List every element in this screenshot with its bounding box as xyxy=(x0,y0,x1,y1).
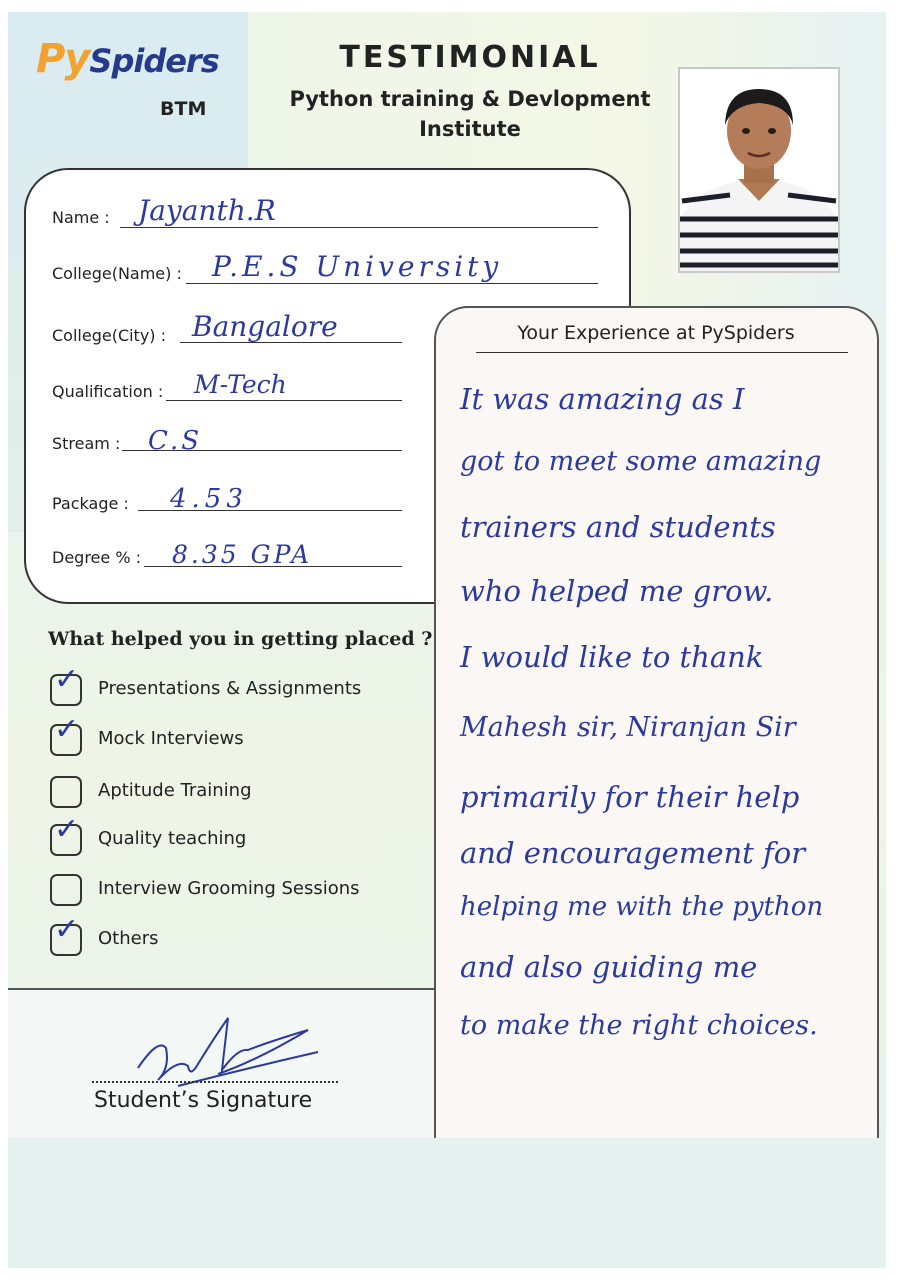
experience-line: who helped me grow. xyxy=(460,574,774,608)
signature-area xyxy=(8,988,434,1138)
experience-line: primarily for their help xyxy=(460,780,800,814)
checkmark-icon: ✓ xyxy=(54,662,80,697)
name-label: Name : xyxy=(52,208,110,227)
student-photo xyxy=(678,67,840,273)
name-line xyxy=(120,227,598,228)
experience-card xyxy=(434,306,879,1138)
experience-line: helping me with the python xyxy=(460,892,824,922)
name-value[interactable]: Jayanth.R xyxy=(138,194,276,227)
experience-line: and also guiding me xyxy=(460,950,758,984)
experience-line: Mahesh sir, Niranjan Sir xyxy=(460,712,796,743)
logo-py: Py xyxy=(36,36,90,82)
option-label: Interview Grooming Sessions xyxy=(98,878,360,899)
page-title: TESTIMONIAL xyxy=(339,40,601,75)
experience-line: to make the right choices. xyxy=(460,1010,818,1041)
checkbox[interactable] xyxy=(50,874,82,906)
qualification-label: Qualification : xyxy=(52,382,164,401)
checkmark-icon: ✓ xyxy=(54,712,80,747)
experience-title-rule xyxy=(476,352,848,353)
placement-question: What helped you in getting placed ? xyxy=(48,628,433,650)
background-band xyxy=(8,1122,886,1268)
package-value[interactable]: 4.53 xyxy=(170,484,248,514)
degree-value[interactable]: 8.35 GPA xyxy=(172,540,313,569)
college-city-value[interactable]: Bangalore xyxy=(192,310,338,343)
option-label: Others xyxy=(98,928,159,949)
degree-label: Degree % : xyxy=(52,548,141,567)
college-name-value[interactable]: P.E.S University xyxy=(212,250,503,283)
experience-line: got to meet some amazing xyxy=(460,446,822,477)
experience-line: and encouragement for xyxy=(460,836,806,870)
experience-title: Your Experience at PySpiders xyxy=(517,322,795,344)
qualification-value[interactable]: M-Tech xyxy=(194,370,287,399)
stream-label: Stream : xyxy=(52,434,121,453)
pyspiders-logo xyxy=(36,36,219,82)
experience-line: trainers and students xyxy=(460,510,776,544)
qualification-line xyxy=(166,400,402,401)
branch-label: BTM xyxy=(160,98,207,120)
option-label: Mock Interviews xyxy=(98,728,244,749)
signature-label: Student’s Signature xyxy=(94,1088,313,1113)
testimonial-form xyxy=(8,12,886,1268)
subtitle-line: Python training & Devlopment xyxy=(289,87,651,111)
student-photo-icon xyxy=(680,69,838,271)
college-name-line xyxy=(186,283,598,284)
signature-line xyxy=(92,1081,338,1083)
signature-icon xyxy=(118,1008,358,1098)
option-label: Presentations & Assignments xyxy=(98,678,362,699)
option-label: Quality teaching xyxy=(98,828,247,849)
checkmark-icon: ✓ xyxy=(54,912,80,947)
stream-value[interactable]: C.S xyxy=(148,426,203,456)
page-subtitle xyxy=(270,84,670,144)
option-label: Aptitude Training xyxy=(98,780,252,801)
college-name-label: College(Name) : xyxy=(52,264,182,283)
checkmark-icon: ✓ xyxy=(54,812,80,847)
experience-line: It was amazing as I xyxy=(460,382,745,416)
experience-line: I would like to thank xyxy=(460,640,764,674)
subtitle-line: Institute xyxy=(419,117,521,141)
package-label: Package : xyxy=(52,494,129,513)
checkbox[interactable] xyxy=(50,776,82,808)
college-city-label: College(City) : xyxy=(52,326,167,345)
logo-spiders: Spiders xyxy=(89,42,219,80)
